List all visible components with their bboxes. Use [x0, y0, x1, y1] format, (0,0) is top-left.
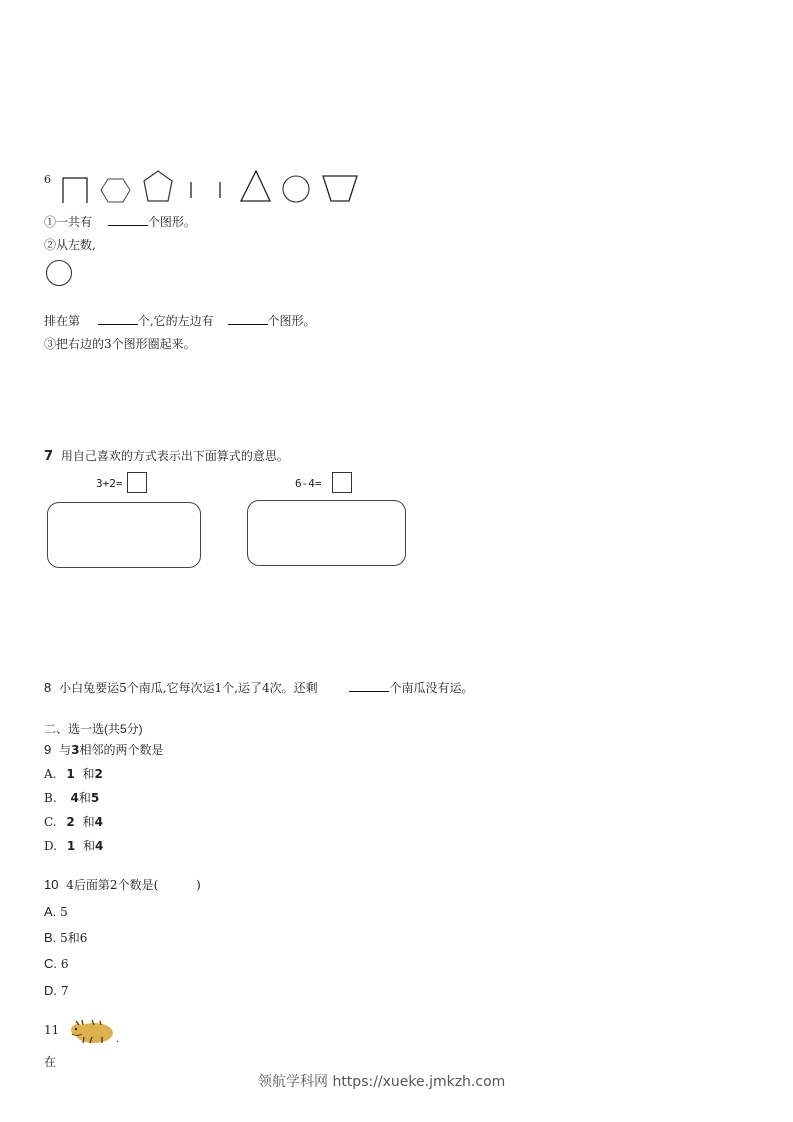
q7-drawing-area-1[interactable] [47, 502, 201, 568]
option-sep: 和 [82, 767, 95, 781]
option-num1: 4 [70, 791, 79, 805]
q6-shapes-row [55, 168, 365, 208]
q9-number: 9 [44, 742, 52, 757]
option-label: D. [44, 839, 58, 853]
option-num1: 1 [66, 839, 76, 853]
hexagon-icon [101, 179, 130, 202]
option-label: C. [44, 956, 57, 971]
q9-text-num: 3 [71, 743, 80, 757]
option-label: A. [44, 904, 57, 919]
q8-text-after: 个南瓜没有运。 [389, 681, 474, 695]
q10-option-c[interactable] [44, 956, 68, 972]
q6-part1-prefix: ①一共有 [44, 215, 93, 229]
q9-text-a: 与 [59, 743, 72, 757]
q9-option-d[interactable] [44, 838, 103, 854]
trapezoid-icon [323, 176, 357, 201]
q7-expr2-answer-box[interactable] [332, 472, 352, 493]
q6-position-blank[interactable] [98, 312, 138, 325]
q10-close-paren: ) [196, 878, 201, 892]
q8-number: 8 [44, 680, 52, 695]
option-num2: 4 [94, 815, 103, 829]
q6-part2-label: ②从左数, [44, 238, 96, 252]
q7-expr1: 3+2= [96, 477, 123, 490]
option-value: 6 [60, 957, 69, 971]
option-sep: 和 [82, 815, 95, 829]
q9-text-b: 相邻的两个数是 [79, 743, 164, 757]
circle-icon [45, 259, 75, 289]
q10-text: 4后面第2个数是( [66, 878, 159, 892]
q10-prompt [44, 877, 201, 893]
q6-left-count-blank[interactable] [228, 312, 268, 325]
q11-number: 11 [44, 1023, 60, 1037]
q11-after: . [116, 1034, 120, 1045]
option-value: 5 [60, 905, 68, 919]
triangle-icon [241, 171, 270, 201]
option-label: B. [44, 930, 57, 945]
q10-option-a[interactable] [44, 904, 68, 920]
q6-part2-sentence [44, 312, 316, 329]
q8-answer-blank[interactable] [349, 679, 389, 692]
option-value: 7 [60, 984, 69, 998]
open-rectangle-icon [63, 178, 87, 203]
option-num2: 2 [94, 767, 103, 781]
option-label: D. [44, 983, 57, 998]
q6-part3: ③把右边的3个图形圈起来。 [44, 337, 196, 351]
q7-text: 用自己喜欢的方式表示出下面算式的意思。 [60, 449, 289, 463]
q6-part1-answer-blank[interactable] [108, 213, 148, 226]
q6-part1 [44, 213, 196, 230]
q8-prompt [44, 679, 473, 696]
q7-drawing-area-2[interactable] [247, 500, 406, 566]
q9-option-c[interactable] [44, 814, 103, 830]
option-label: C. [44, 815, 57, 829]
q7-expr2: 6-4= [295, 477, 322, 490]
option-sep: 和 [78, 791, 91, 805]
q6-part1-suffix: 个图形。 [147, 215, 196, 229]
option-num1: 2 [66, 815, 75, 829]
q6-part2-text-a: 排在第 [44, 314, 81, 328]
q11-line2: 在 [44, 1055, 57, 1069]
pentagon-icon [144, 171, 172, 201]
option-value: 5和6 [60, 931, 88, 945]
q6-part2-text-b: 个,它的左边有 [137, 314, 214, 328]
q10-option-b[interactable] [44, 930, 87, 946]
q8-text-before: 小白兔要运5个南瓜,它每次运1个,运了4次。还剩 [59, 681, 318, 695]
circle-icon [283, 176, 309, 202]
q9-prompt [44, 742, 163, 758]
option-num1: 1 [66, 767, 75, 781]
option-num2: 5 [90, 791, 100, 805]
q6-number: 6 [44, 173, 51, 186]
cow-icon [68, 1016, 118, 1048]
option-label: B. [44, 791, 57, 805]
option-num2: 4 [95, 839, 104, 853]
q10-number: 10 [44, 877, 59, 892]
option-label: A. [44, 767, 57, 781]
section2-title: 二、选一选(共5分) [44, 722, 143, 736]
footer-watermark: 领航学科网 https://xueke.jmkzh.com [258, 1074, 506, 1090]
q9-option-b[interactable] [44, 790, 99, 806]
q6-part2-text-c: 个图形。 [267, 314, 316, 328]
q7-prompt [44, 448, 289, 465]
q7-number: 7 [44, 449, 54, 464]
q7-expr1-answer-box[interactable] [127, 472, 147, 493]
option-sep: 和 [83, 839, 96, 853]
q10-option-d[interactable] [44, 983, 68, 999]
q9-option-a[interactable] [44, 766, 103, 782]
